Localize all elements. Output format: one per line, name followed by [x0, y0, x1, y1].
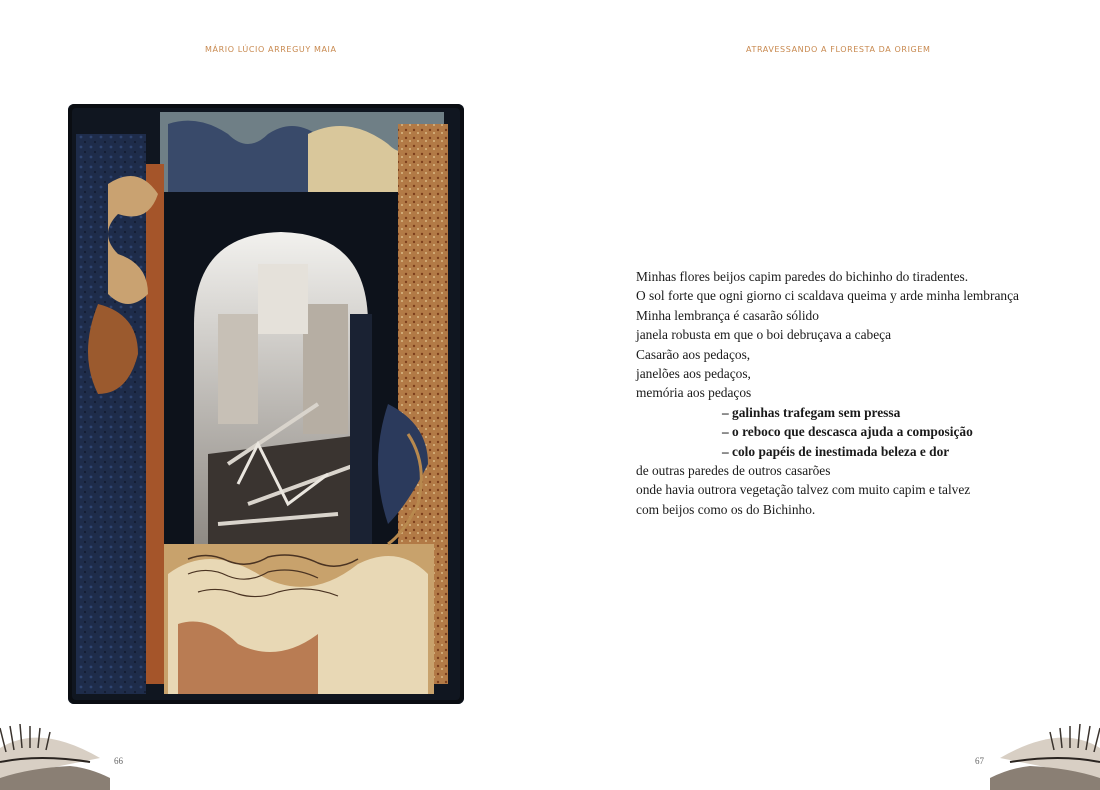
- collage-artwork: [68, 104, 464, 704]
- right-page: [550, 0, 1100, 790]
- poem-line: de outras paredes de outros casarões: [636, 462, 831, 478]
- poem-line: Casarão aos pedaços,: [636, 346, 751, 362]
- poem-line: O sol forte que ogni giorno ci scaldava queima y arde minha lembrança: [636, 288, 1019, 304]
- poem-line-indented: – o reboco que descasca ajuda a composição: [722, 424, 973, 440]
- poem-line-indented: – galinhas trafegam sem pressa: [722, 404, 901, 420]
- poem-line: Minha lembrança é casarão sólido: [636, 307, 819, 323]
- poem: [636, 267, 1076, 519]
- poem-line: com beijos como os do Bichinho.: [636, 501, 816, 517]
- poem-line: janela robusta em que o boi debruçava a cabeça: [636, 327, 892, 343]
- eye-decoration-right: [990, 718, 1100, 790]
- poem-line: onde havia outrora vegetação talvez com muito capim e talvez: [636, 482, 971, 498]
- collage-artwork-icon: [68, 104, 464, 704]
- poem-line: Minhas flores beijos capim paredes do bichinho do tiradentes.: [636, 269, 969, 284]
- author-running-head: MÁRIO LÚCIO ARREGUY MAIA: [205, 45, 337, 54]
- eye-decoration-left: [0, 718, 110, 790]
- poem-line: janelões aos pedaços,: [636, 365, 751, 381]
- eye-icon: [0, 718, 110, 790]
- page-number-right: 67: [975, 756, 984, 766]
- poem-line: memória aos pedaços: [636, 385, 752, 401]
- poem-line-indented: – colo papéis de inestimada beleza e dor: [722, 443, 950, 459]
- eye-icon: [990, 718, 1100, 790]
- page-number-left: 66: [114, 756, 123, 766]
- title-running-head: ATRAVESSANDO A FLORESTA DA ORIGEM: [746, 45, 931, 54]
